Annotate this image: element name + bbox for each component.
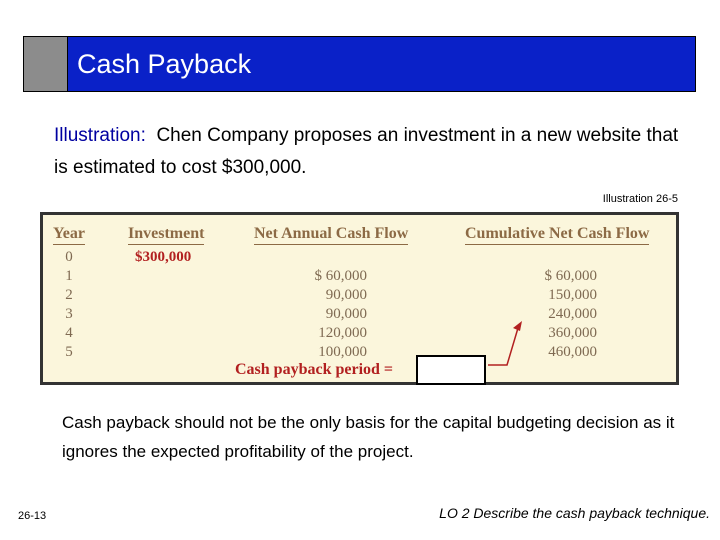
title-accent-square	[24, 37, 68, 91]
table-row-year: 1	[65, 268, 73, 284]
table-row-net: 120,000	[318, 325, 367, 341]
table-row-net: 90,000	[325, 306, 367, 322]
table-row-cum: 240,000	[548, 306, 597, 322]
table-row-year: 3	[65, 306, 73, 322]
table-row-cum: 360,000	[548, 325, 597, 341]
table-row-year: 5	[65, 344, 73, 360]
table-row-year: 2	[65, 287, 73, 303]
header-cumulative-net-cash-flow: Cumulative Net Cash Flow	[465, 224, 649, 245]
investment-value: $300,000	[135, 249, 192, 265]
cash-payback-table	[40, 212, 679, 385]
illustration-text	[54, 120, 694, 184]
table-row-net: 100,000	[318, 344, 367, 360]
title-bar	[23, 36, 696, 92]
arrow-icon	[43, 215, 676, 382]
illustration-lead: Illustration:	[54, 125, 146, 146]
learning-objective: LO 2 Describe the cash payback technique.	[439, 505, 710, 521]
note-text: Cash payback should not be the only basis for the capital budgeting decision as it ignores the expected profitability of the project.	[62, 413, 675, 461]
table-row-year: 0	[65, 249, 73, 265]
slide-title: Cash Payback	[77, 49, 252, 79]
header-net-annual-cash-flow: Net Annual Cash Flow	[254, 224, 408, 245]
illustration-reference: Illustration 26-5	[602, 193, 678, 205]
illustration-body: Chen Company proposes an investment in a new website that is estimated to cost $300,000.	[54, 125, 679, 178]
header-investment: Investment	[128, 224, 204, 245]
table-row-cum: 460,000	[548, 344, 597, 360]
slide-number: 26-13	[18, 510, 47, 522]
table-row-net: $ 60,000	[314, 268, 367, 284]
header-year: Year	[53, 224, 85, 245]
table-row-year: 4	[65, 325, 73, 341]
table-row-net: 90,000	[325, 287, 367, 303]
payback-period-label: Cash payback period =	[235, 361, 394, 378]
table-row-cum: $ 60,000	[544, 268, 597, 284]
table-row-cum: 150,000	[548, 287, 597, 303]
